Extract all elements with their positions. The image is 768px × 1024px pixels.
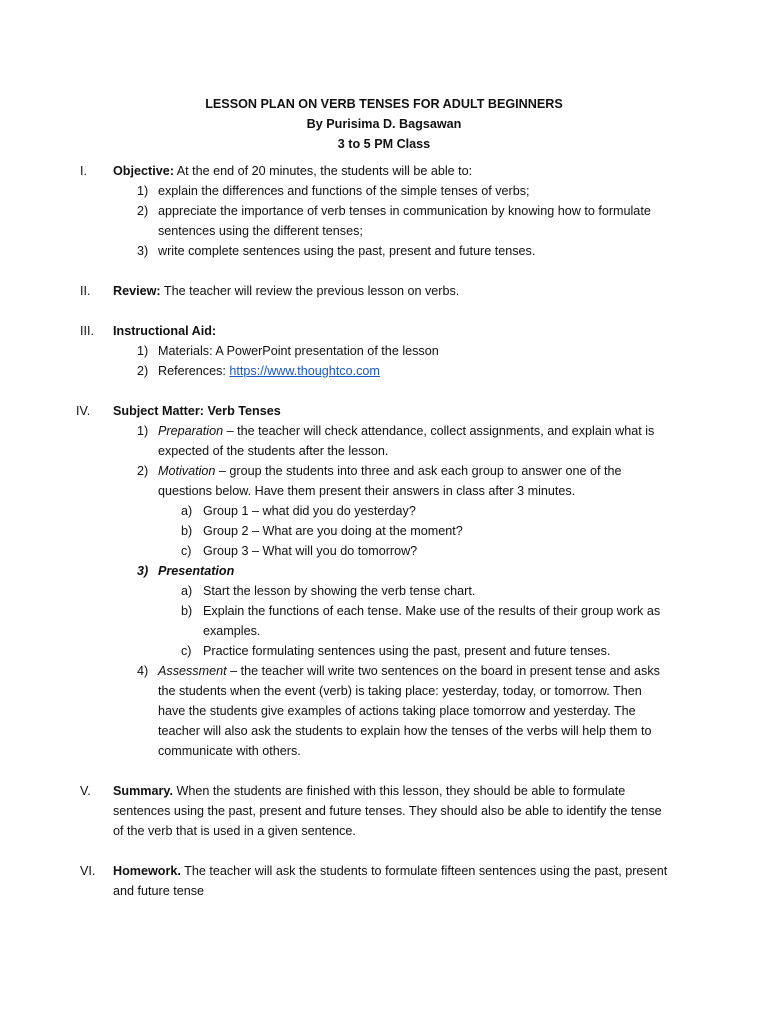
section-numeral: III. xyxy=(80,324,94,338)
section-numeral: V. xyxy=(80,784,91,798)
section-label: Subject Matter: Verb Tenses xyxy=(113,404,281,418)
document-author: By Purisima D. Bagsawan xyxy=(306,117,462,131)
list-item-continuation: questions below. Have them present their answers in class after 3 minutes. xyxy=(158,484,576,498)
title-block xyxy=(0,94,768,154)
list-item-continuation: the students when the event (verb) is taking place: yesterday, today, or tomorrow. Then xyxy=(158,684,642,698)
objective-intro: At the end of 20 minutes, the students will be able to: xyxy=(173,164,473,178)
homework-text: and future tense xyxy=(113,884,205,898)
list-item-continuation: have the students give examples of actions taking place tomorrow and yesterday. The xyxy=(158,704,636,718)
section-numeral: VI. xyxy=(80,864,96,878)
list-item-continuation: communicate with others. xyxy=(158,744,301,758)
sub-list-item: c) Practice formulating sentences using the past, present and future tenses. xyxy=(181,644,611,658)
list-item-preparation: 1) Preparation – the teacher will check attendance, collect assignments, and explain what is xyxy=(137,424,655,438)
list-item-continuation: sentences using the different tenses; xyxy=(158,224,363,238)
sub-list-item-continuation: examples. xyxy=(203,624,261,638)
list-item-motivation: 2) Motivation – group the students into three and ask each group to answer one of the xyxy=(137,464,622,478)
section-label: Instructional Aid: xyxy=(113,324,217,338)
section-label: Summary. xyxy=(113,784,173,798)
list-item: 1) Materials: A PowerPoint presentation of the lesson xyxy=(137,344,439,358)
section-label: Objective: xyxy=(113,164,174,178)
sub-list-item: b) Group 2 – What are you doing at the moment? xyxy=(181,524,463,538)
list-item-presentation: 3) Presentation xyxy=(137,564,235,578)
sub-list-item: a) Start the lesson by showing the verb tense chart. xyxy=(181,584,476,598)
homework-text: Homework. The teacher will ask the students to formulate fifteen sentences using the past, present xyxy=(113,864,668,878)
document-class-time: 3 to 5 PM Class xyxy=(337,137,431,151)
sub-list-item: c) Group 3 – What will you do tomorrow? xyxy=(181,544,418,558)
summary-text: sentences using the past, present and future tenses. They should also be able to identify the tense xyxy=(113,804,662,818)
document-title: LESSON PLAN ON VERB TENSES FOR ADULT BEGINNERS xyxy=(205,97,563,111)
section-numeral: II. xyxy=(80,284,91,298)
objective-heading xyxy=(113,161,683,181)
section-numeral: I. xyxy=(80,164,87,178)
list-item: 2) References: https://www.thoughtco.com xyxy=(137,364,380,378)
sub-list-item: a) Group 1 – what did you do yesterday? xyxy=(181,504,416,518)
summary-text: Summary. When the students are finished with this lesson, they should be able to formulate xyxy=(113,784,626,798)
list-item-assessment: 4) Assessment – the teacher will write two sentences on the board in present tense and asks xyxy=(137,664,660,678)
sub-list-item: b) Explain the functions of each tense. Make use of the results of their group work as xyxy=(181,604,661,618)
list-item-continuation: expected of the students after the lesson. xyxy=(158,444,389,458)
list-item: 1) explain the differences and functions of the simple tenses of verbs; xyxy=(137,184,530,198)
reference-link[interactable]: https://www.thoughtco.com xyxy=(229,364,380,378)
list-item-continuation: teacher will also ask the students to explain how the tenses of the verbs will help them to xyxy=(158,724,652,738)
list-item: 2) appreciate the importance of verb tenses in communication by knowing how to formulate xyxy=(137,204,651,218)
review-text: Review: The teacher will review the previous lesson on verbs. xyxy=(113,284,460,298)
section-numeral: IV. xyxy=(76,404,91,418)
section-label: Review: xyxy=(113,284,161,298)
list-item: 3) write complete sentences using the past, present and future tenses. xyxy=(137,244,536,258)
summary-text: of the verb that is used in a given sentence. xyxy=(113,824,356,838)
section-label: Homework. xyxy=(113,864,181,878)
